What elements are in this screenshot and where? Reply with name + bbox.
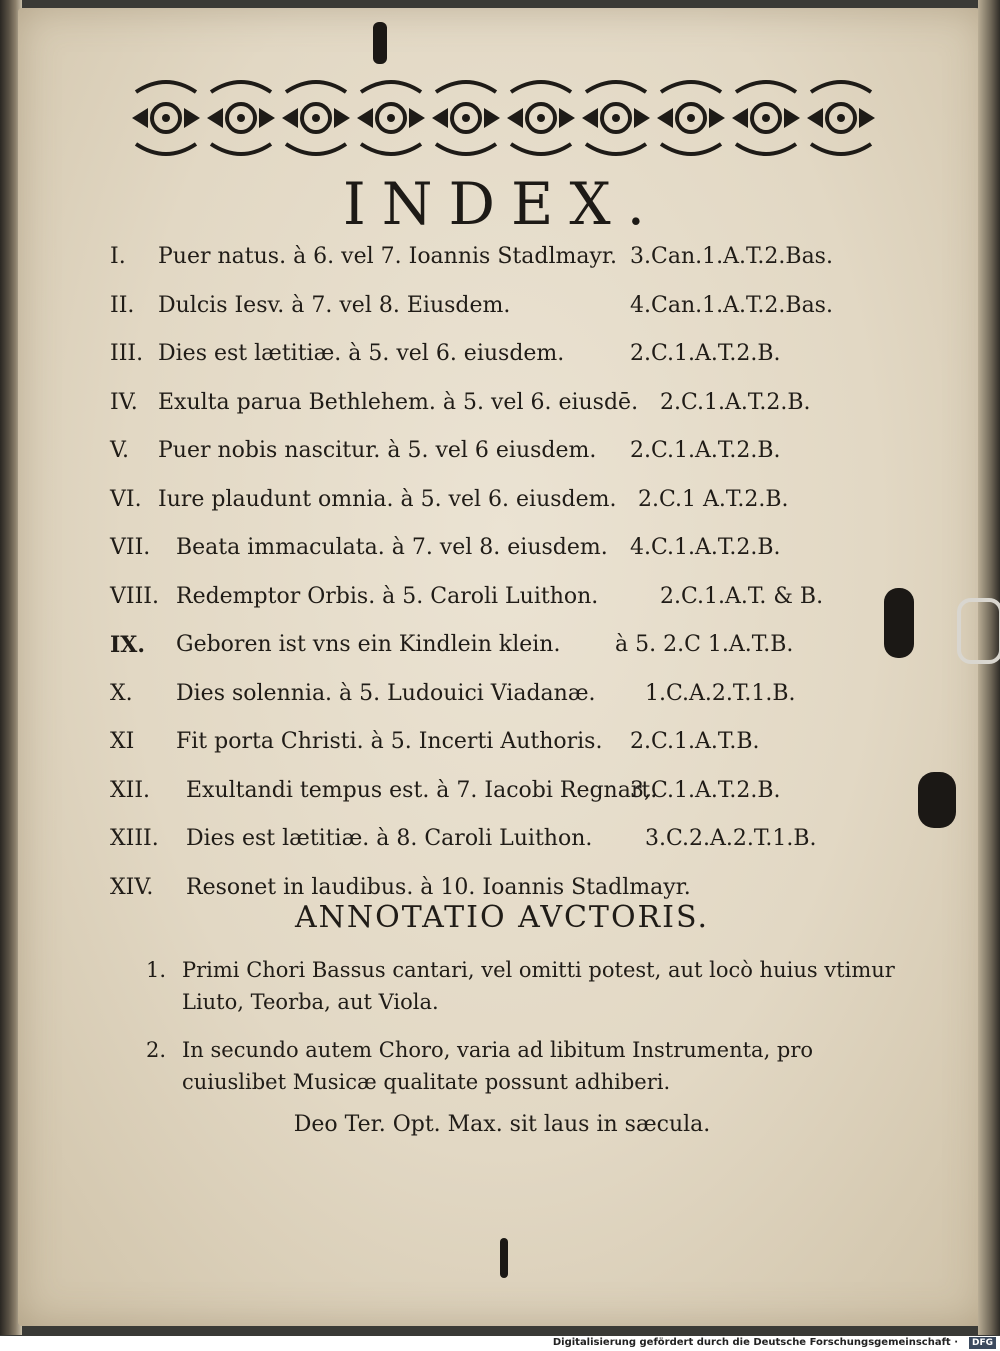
index-entry: [110, 477, 870, 526]
entry-text: Dies solennia. à 5. Ludouici Viadanæ.: [176, 680, 596, 706]
ornament-tile: [807, 82, 875, 154]
note-text: In secundo autem Choro, varia ad libitum Instrumenta, pro cuiuslibet Musicæ qualitate possunt adhiberi.: [182, 1038, 814, 1094]
entry-text: Fit porta Christi. à 5. Incerti Authoris.: [176, 729, 603, 754]
entry-text: Exulta parua Bethlehem. à 5. vel 6. eiusdē.: [158, 389, 639, 415]
entry-voicing: à 5. 2.C 1.A.T.B.: [615, 632, 794, 657]
ornament-tile: [132, 82, 200, 154]
annotation-title: ANNOTATIO AVCTORIS.: [295, 900, 709, 935]
page-right-edge: [978, 0, 1000, 1335]
footer-text: Digitalisierung gefördert durch die Deutsche Forschungsgemeinschaft ·: [552, 1337, 958, 1348]
entry-text: Puer natus. à 6. vel 7. Ioannis Stadlmayr.: [158, 244, 617, 269]
entry-voicing: 4.Can.1.A.T.2.Bas.: [630, 292, 833, 318]
dfg-logo: DFG: [969, 1337, 996, 1349]
index-entry: [110, 719, 870, 768]
entry-text: Dies est lætitiæ. à 5. vel 6. eiusdem.: [158, 341, 565, 366]
entry-voicing: 2.C.1.A.T.2.B.: [630, 438, 781, 463]
entry-text: Resonet in laudibus. à 10. Ioannis Stadlmayr.: [186, 874, 691, 900]
index-entry: [110, 283, 870, 332]
entry-title: VI.: [110, 486, 142, 512]
entry-voicing: 2.C.1.A.T.B.: [630, 729, 760, 754]
entry-voicing: 2.C.1.A.T.2.B.: [630, 341, 781, 366]
entry-title: X.: [110, 680, 133, 706]
ink-blot: [918, 772, 956, 828]
ink-blot: [884, 588, 914, 658]
entry-title: XI: [110, 729, 135, 754]
index-entry: [110, 428, 870, 477]
entry-voicing: 3.Can.1.A.T.2.Bas.: [630, 244, 833, 269]
entry-voicing: 3,C.1.A.T.2.B.: [630, 777, 781, 803]
entry-text: Dies est lætitiæ. à 8. Caroli Luithon.: [186, 826, 593, 851]
entry-voicing: 1.C.A.2.T.1.B.: [645, 680, 796, 706]
entry-title: IV.: [110, 389, 138, 415]
ornament-tile: [657, 82, 725, 154]
ornament-tile: [207, 82, 275, 154]
entry-text: Dulcis Iesv. à 7. vel 8. Eiusdem.: [158, 292, 511, 318]
note-number: 1.: [146, 958, 167, 982]
entry-voicing: 3.C.2.A.2.T.1.B.: [645, 826, 817, 851]
entry-title: IX.: [110, 632, 146, 658]
ornament-tile: [507, 82, 575, 154]
entry-text: Exultandi tempus est. à 7. Iacobi Regnart.: [186, 777, 658, 803]
digitization-footer: [0, 1336, 1000, 1351]
entry-title: V.: [110, 438, 130, 463]
entry-text: Beata immaculata. à 7. vel 8. eiusdem.: [176, 535, 608, 560]
ornament-tile: [582, 82, 650, 154]
note-text: Primi Chori Bassus cantari, vel omitti potest, aut locò huius vtimur Liuto, Teorba, aut Viola.: [182, 958, 895, 1014]
ink-blot: [373, 22, 387, 64]
index-entry: [110, 380, 870, 429]
index-entry: [110, 331, 870, 380]
closing-line: Deo Ter. Opt. Max. sit laus in sæcula.: [293, 1112, 711, 1137]
entry-text: Iure plaudunt omnia. à 5. vel 6. eiusdem.: [158, 486, 617, 512]
index-entry: [110, 622, 870, 671]
entry-title: XIII.: [110, 826, 159, 851]
ornament-tile: [357, 82, 425, 154]
entry-voicing: 4.C.1.A.T.2.B.: [630, 535, 781, 560]
entry-title: II.: [110, 292, 135, 318]
entry-voicing: 2.C.1 A.T.2.B.: [638, 486, 789, 512]
index-entry: [110, 816, 870, 865]
entry-text: Geboren ist vns ein Kindlein klein.: [176, 632, 561, 657]
entry-title: XIV.: [110, 874, 154, 900]
entry-text: Redemptor Orbis. à 5. Caroli Luithon.: [176, 583, 599, 609]
entry-title: VIII.: [110, 583, 159, 609]
entry-title: I.: [110, 244, 126, 269]
entry-title: III.: [110, 341, 144, 366]
ornament-tile: [432, 82, 500, 154]
entry-text: Puer nobis nascitur. à 5. vel 6 eiusdem.: [158, 438, 597, 463]
note-number: 2.: [146, 1038, 167, 1062]
entry-title: XII.: [110, 777, 151, 803]
metal-clip: [957, 598, 1000, 664]
ornament-tile: [732, 82, 800, 154]
entry-voicing: 2.C.1.A.T.2.B.: [660, 389, 811, 415]
entry-title: VII.: [110, 535, 151, 560]
entry-voicing: 2.C.1.A.T. & B.: [660, 583, 824, 609]
index-entry: [110, 671, 870, 720]
ink-mark: [500, 1238, 508, 1278]
index-entry: [110, 234, 870, 283]
index-title: INDEX.: [342, 170, 662, 238]
ornament-tile: [282, 82, 350, 154]
index-entry: [110, 574, 870, 623]
decorative-ornament-band: [128, 72, 880, 164]
index-entry: [110, 768, 870, 817]
index-entries: [110, 234, 870, 913]
index-entry: [110, 525, 870, 574]
book-page: [18, 8, 986, 1326]
